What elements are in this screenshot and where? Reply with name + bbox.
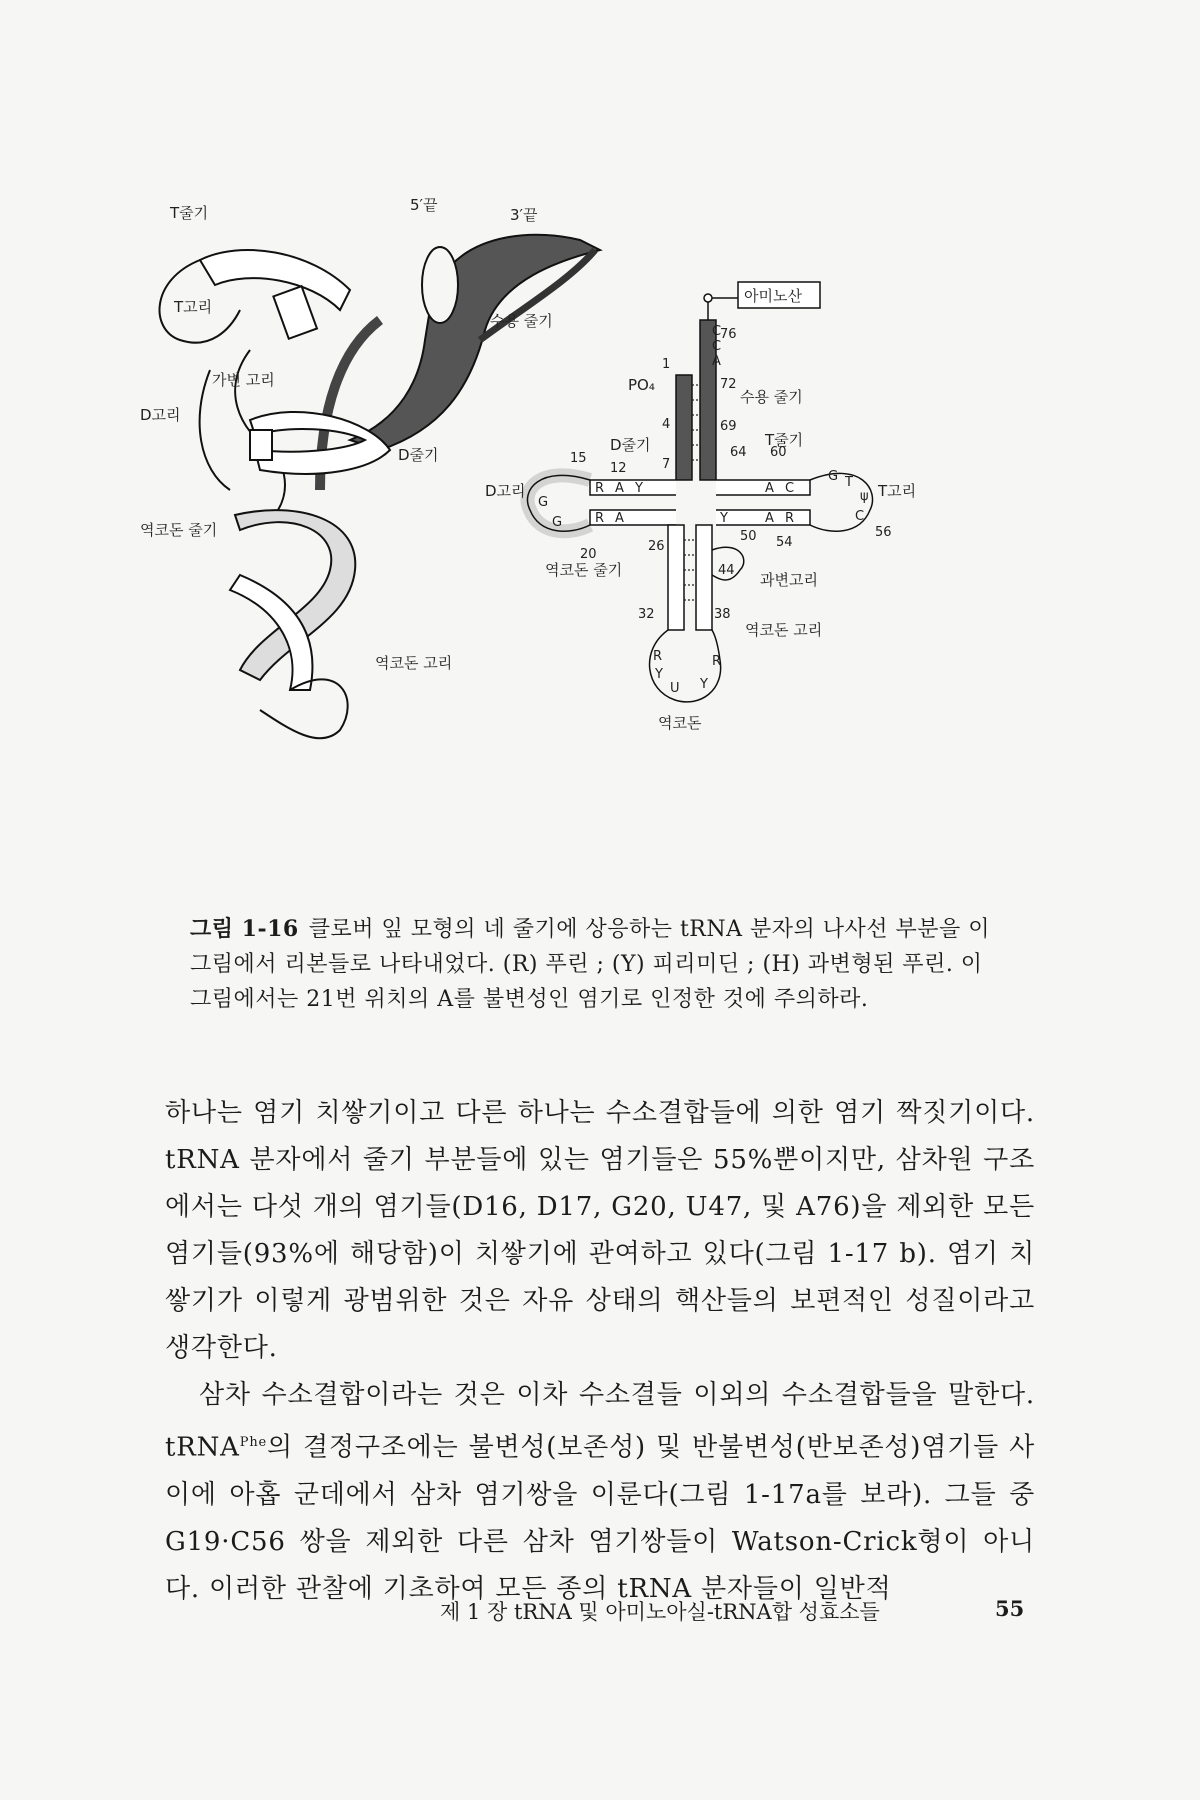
base-t2: C	[785, 481, 795, 496]
paragraph-2-part-2: 의 결정구조에는 불변성(보존성) 및 반불변성(반보존성)염기들 사이에 아홉 군데에서 삼차 염기쌍을 이룬다(그림 1-17a를 보라). 그들 중 G19·C56 쌍을 제외한 다른 삼차 염기쌍들이 Watson-Crick형이 아니다. 이러한 관찰에 기초하여 모든 종의 tRNA 분자들이 일반적	[165, 1432, 1035, 1604]
t-stem-strands-2	[716, 510, 810, 525]
pos-38: 38	[714, 607, 731, 622]
body-text	[165, 1090, 1035, 1613]
phe-superscript: Phe	[239, 1435, 267, 1450]
base-c74: C	[712, 324, 722, 339]
t-loop-label: T고리	[174, 298, 213, 316]
base-t6: G	[828, 469, 839, 484]
anticodon-loop-ring	[650, 630, 721, 702]
anticodon-stem-label-right: 역코돈 줄기	[545, 561, 623, 579]
d-stem-block	[250, 430, 272, 460]
base-t9: C	[855, 509, 865, 524]
pos-44: 44	[718, 563, 735, 578]
anticodon-loop-label-right: 역코돈 고리	[745, 621, 823, 639]
page-number: 55	[995, 1596, 1025, 1621]
ribbon-model	[140, 196, 600, 738]
base-t7: T	[845, 475, 853, 490]
base-d3: Y	[635, 481, 643, 496]
pos-54: 54	[776, 535, 793, 550]
running-footer	[440, 1596, 1040, 1626]
caption-text: 클로버 잎 모형의 네 줄기에 상응하는 tRNA 분자의 나사선 부분을 이 그림에서 리본들로 나타내었다. (R) 푸린 ; (Y) 피리미딘 ; (H) 과변형된 푸린. 이 그림에서는 21번 위치의 A를 불변성인 염기로 인정한 것에 주의하라.	[190, 917, 990, 1012]
chapter-title: 제 1 장 tRNA 및 아미노아실-tRNA합 성효소들	[440, 1600, 880, 1624]
base-d1: R	[595, 481, 605, 496]
base-t8: ψ	[860, 489, 869, 504]
anticodon-loop-label: 역코돈 고리	[375, 654, 453, 672]
d-loop-label: D고리	[140, 406, 181, 424]
pos-15: 15	[570, 451, 587, 466]
t-stem-strands	[716, 480, 810, 495]
paragraph-2	[165, 1372, 1035, 1613]
pos-7: 7	[662, 457, 671, 472]
pos-1: 1	[662, 357, 671, 372]
base-c75: C	[712, 339, 722, 354]
pos-56: 56	[875, 525, 892, 540]
t-stem-label-right: T줄기	[765, 431, 804, 449]
acceptor-stem-label-right: 수용 줄기	[740, 388, 803, 406]
pos-32: 32	[638, 607, 655, 622]
five-end-label: 5′끝	[410, 196, 438, 214]
pos-4: 4	[662, 417, 671, 432]
acceptor-stem-hole	[422, 247, 458, 323]
amino-acid-label: 아미노산	[744, 287, 802, 305]
base-ac4: Y	[700, 677, 708, 692]
pos-64: 64	[730, 445, 747, 460]
t-stem-block	[273, 286, 317, 339]
amino-acid-attachment	[704, 294, 712, 302]
t-stem-label: T줄기	[170, 204, 209, 222]
pos-72: 72	[720, 377, 737, 392]
anticodon-stem-ribbon-2	[230, 575, 312, 690]
figure-number: 그림 1-16	[190, 916, 299, 942]
pos-20: 20	[580, 547, 597, 562]
base-d7: G	[552, 515, 563, 530]
base-ac3: U	[670, 681, 680, 696]
pos-50: 50	[740, 529, 757, 544]
base-ac1: R	[653, 649, 663, 664]
trna-figure-svg	[140, 190, 1060, 830]
acceptor-stem-ribbon	[350, 235, 600, 450]
pos-26: 26	[648, 539, 665, 554]
base-d6: G	[538, 495, 549, 510]
paragraph-1: 하나는 염기 치쌓기이고 다른 하나는 수소결합들에 의한 염기 짝짓기이다. tRNA 분자에서 줄기 부분들에 있는 염기들은 55%뿐이지만, 삼차원 구조에서는 다섯 개의 염기들(D16, D17, G20, U47, 및 A76)을 제외한 모든 염기들(93%에 해당함)이 치쌓기에 관여하고 있다(그림 1-17 b). 염기 치쌓기가 이렇게 광범위한 것은 자유 상태의 핵산들의 보편적인 성질이라고 생각한다.	[165, 1098, 1035, 1363]
base-ac2: Y	[655, 667, 663, 682]
base-t3: Y	[720, 511, 728, 526]
anticodon-stem-label: 역코돈 줄기	[140, 521, 218, 539]
base-t4: A	[765, 511, 774, 526]
pos-12: 12	[610, 461, 627, 476]
three-end-label: 3′끝	[510, 206, 538, 224]
pos-60: 60	[770, 445, 787, 460]
cloverleaf-model	[485, 282, 916, 732]
pos-69: 69	[720, 419, 737, 434]
base-d5: A	[615, 511, 624, 526]
acceptor-strand-5p	[676, 375, 692, 480]
anticodon-strand-5p	[668, 525, 684, 630]
t-loop-label-right: T고리	[878, 482, 917, 500]
variable-loop-label: 가변 고리	[212, 371, 275, 389]
paragraph-2-part-1: 삼차 수소결합이라는 것은 이차 수소결들 이외의 수소결합들을 말한다. tRNA	[165, 1380, 1035, 1463]
d-loop-label-right: D고리	[485, 482, 526, 500]
po4-label: PO₄	[628, 376, 655, 394]
variable-loop-label-right: 과변고리	[760, 571, 818, 589]
d-stem-label: D줄기	[398, 446, 439, 464]
pos-76: 76	[720, 327, 737, 342]
d-stem-label-right: D줄기	[610, 436, 651, 454]
base-d2: A	[615, 481, 624, 496]
base-t5: R	[785, 511, 795, 526]
anticodon-strand-3p	[696, 525, 712, 630]
base-ac5: R	[712, 654, 722, 669]
base-t1: A	[765, 481, 774, 496]
base-a76: A	[712, 354, 721, 369]
base-d4: R	[595, 511, 605, 526]
figure-caption	[190, 912, 1010, 1017]
acceptor-stem-label: 수용 줄기	[490, 312, 553, 330]
anticodon-label: 역코돈	[658, 714, 702, 732]
trna-figure	[140, 190, 1060, 830]
